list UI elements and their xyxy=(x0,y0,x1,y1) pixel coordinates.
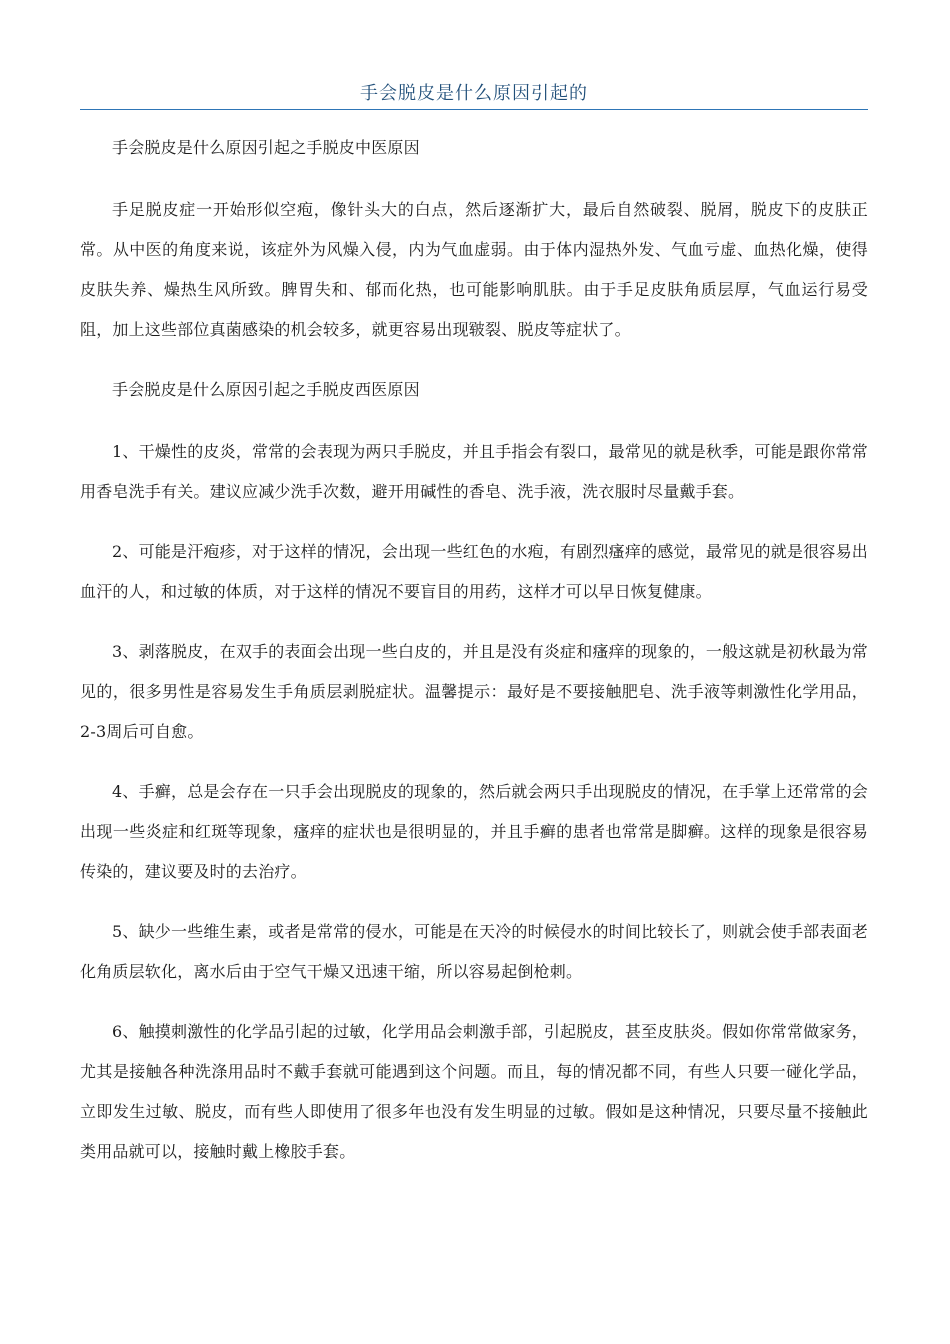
paragraph-cause-2: 2、可能是汗疱疹，对于这样的情况，会出现一些红色的水疱，有剧烈瘙痒的感觉，最常见的就是很容易出血汗的人，和过敏的体质，对于这样的情况不要盲目的用药，这样才可以早日恢复健康。 xyxy=(80,542,868,601)
paragraph-cause-6: 6、触摸刺激性的化学品引起的过敏，化学用品会刺激手部，引起脱皮，甚至皮肤炎。假如你常常做家务，尤其是接触各种洗涤用品时不戴手套就可能遇到这个问题。而且，每的情况都不同，有些人只要一碰化学品，立即发生过敏、脱皮，而有些人即使用了很多年也没有发生明显的过敏。假如是这种情况，只要尽量不接触此类用品就可以，接触时戴上橡胶手套。 xyxy=(80,1022,868,1161)
title-underline xyxy=(80,109,868,110)
section-heading-tcm: 手会脱皮是什么原因引起之手脱皮中医原因 xyxy=(112,138,420,157)
paragraph-cause-1: 1、干燥性的皮炎，常常的会表现为两只手脱皮，并且手指会有裂口，最常见的就是秋季，可能是跟你常常用香皂洗手有关。建议应减少洗手次数，避开用碱性的香皂、洗手液，洗衣服时尽量戴手套。 xyxy=(80,442,868,501)
document-title: 手会脱皮是什么原因引起的 xyxy=(360,83,588,104)
document-body xyxy=(80,128,868,1192)
paragraph-tcm-cause: 手足脱皮症一开始形似空疱，像针头大的白点，然后逐渐扩大，最后自然破裂、脱屑，脱皮下的皮肤正常。从中医的角度来说，该症外为风燥入侵，内为气血虚弱。由于体内湿热外发、气血亏虚、血热化燥，使得皮肤失养、燥热生风所致。脾胃失和、郁而化热，也可能影响肌肤。由于手足皮肤角质层厚，气血运行易受阻，加上这些部位真菌感染的机会较多，就更容易出现皲裂、脱皮等症状了。 xyxy=(80,200,868,339)
paragraph-cause-5: 5、缺少一些维生素，或者是常常的侵水，可能是在天冷的时候侵水的时间比较长了，则就会使手部表面老化角质层软化，离水后由于空气干燥又迅速干缩，所以容易起倒枪刺。 xyxy=(80,922,868,981)
paragraph-cause-4: 4、手癣，总是会存在一只手会出现脱皮的现象的，然后就会两只手出现脱皮的情况，在手掌上还常常的会出现一些炎症和红斑等现象，瘙痒的症状也是很明显的，并且手癣的患者也常常是脚癣。这样的现象是很容易传染的，建议要及时的去治疗。 xyxy=(80,782,868,881)
paragraph-cause-3: 3、剥落脱皮，在双手的表面会出现一些白皮的，并且是没有炎症和瘙痒的现象的，一般这就是初秋最为常见的，很多男性是容易发生手角质层剥脱症状。温馨提示：最好是不要接触肥皂、洗手液等刺激性化学用品，2-3周后可自愈。 xyxy=(80,642,868,741)
section-heading-western: 手会脱皮是什么原因引起之手脱皮西医原因 xyxy=(112,380,420,399)
